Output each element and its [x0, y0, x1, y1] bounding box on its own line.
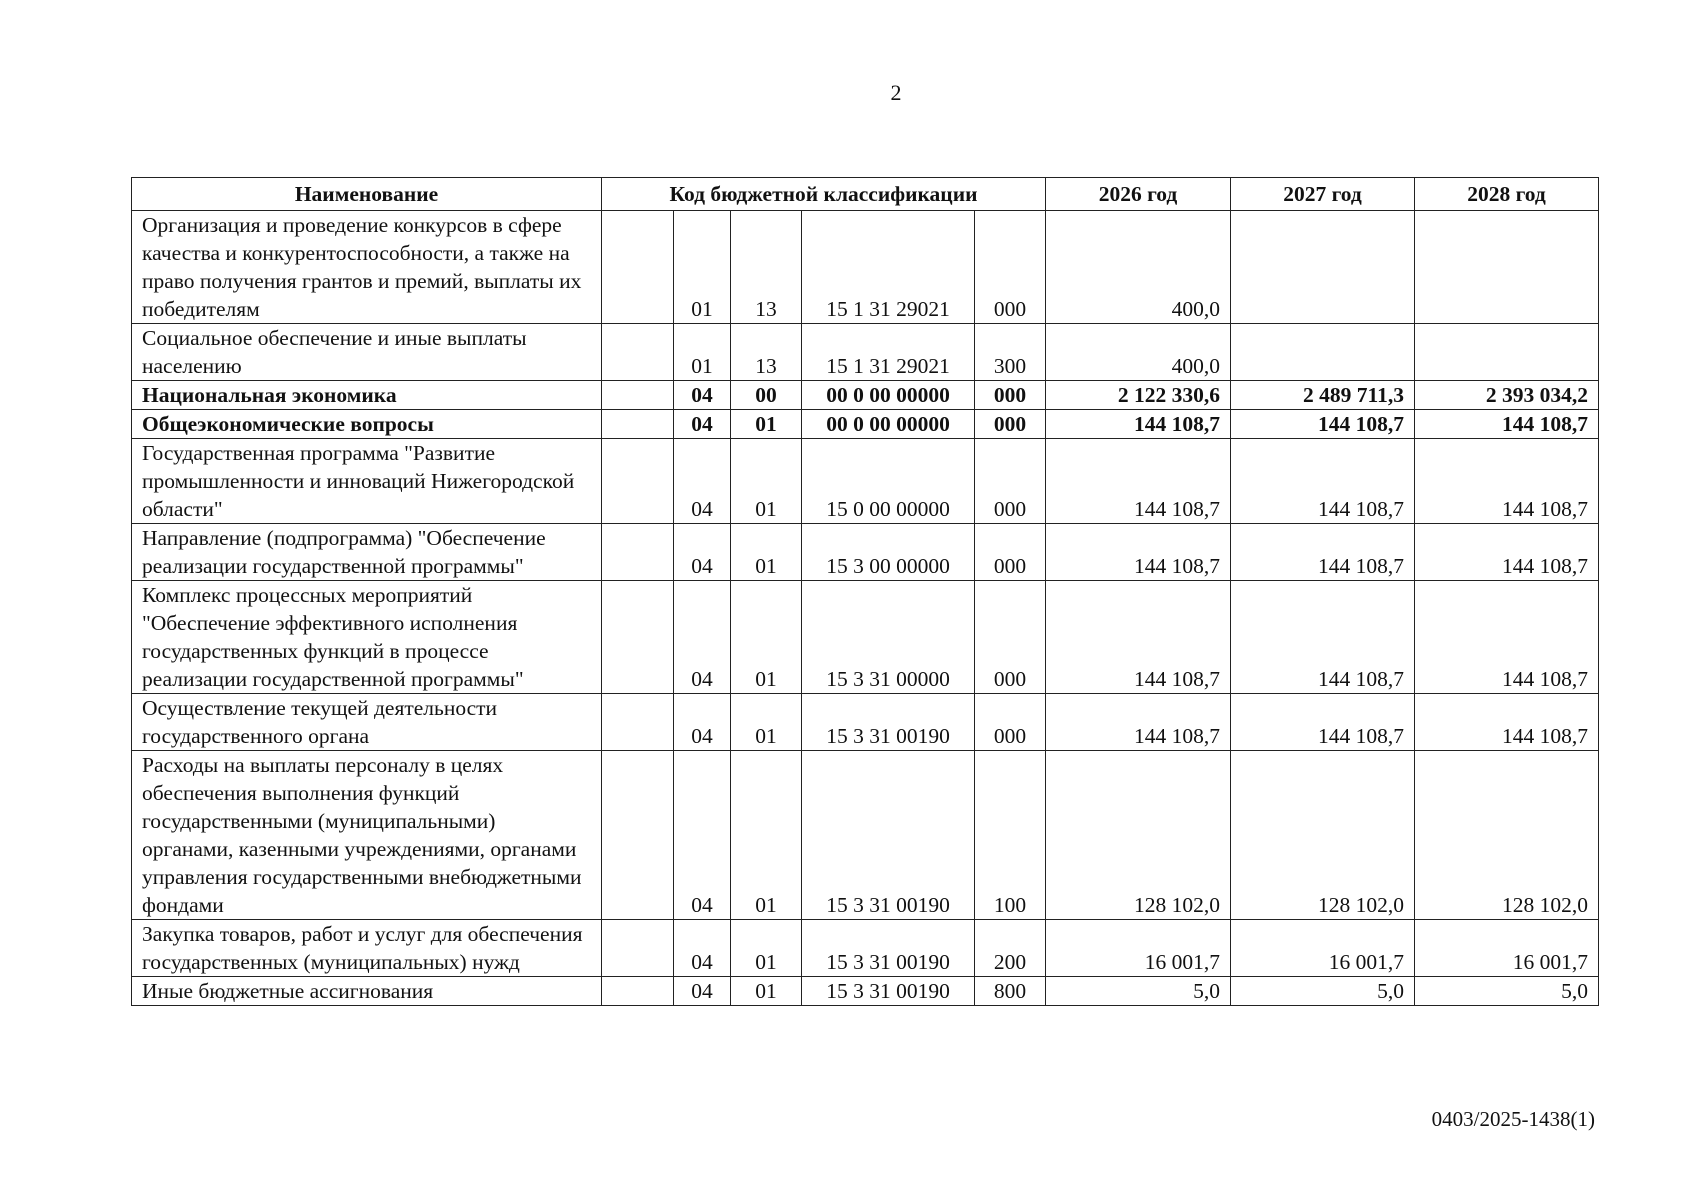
row-blank-cell	[602, 694, 674, 751]
row-amount-2027: 128 102,0	[1231, 751, 1415, 920]
row-target-article: 15 1 31 29021	[802, 324, 975, 381]
table-row	[132, 977, 1599, 1006]
row-blank-cell	[602, 410, 674, 439]
row-subsection: 00	[731, 381, 802, 410]
row-section: 04	[674, 694, 731, 751]
header-name: Наименование	[132, 178, 602, 211]
row-amount-2028: 16 001,7	[1415, 920, 1599, 977]
row-target-article: 00 0 00 00000	[802, 381, 975, 410]
row-blank-cell	[602, 920, 674, 977]
row-amount-2028: 128 102,0	[1415, 751, 1599, 920]
table-row	[132, 324, 1599, 381]
row-expense-type: 200	[975, 920, 1046, 977]
row-section: 04	[674, 581, 731, 694]
row-name: Комплекс процессных мероприятий "Обеспечение эффективного исполнения государственных функций в процессе реализации государственной программы"	[132, 581, 602, 694]
row-target-article: 15 1 31 29021	[802, 211, 975, 324]
row-expense-type: 000	[975, 524, 1046, 581]
row-blank-cell	[602, 381, 674, 410]
row-subsection: 01	[731, 439, 802, 524]
row-name: Организация и проведение конкурсов в сфере качества и конкурентоспособности, а также на право получения грантов и премий, выплаты их победителям	[132, 211, 602, 324]
row-blank-cell	[602, 211, 674, 324]
row-expense-type: 000	[975, 581, 1046, 694]
row-amount-2028: 144 108,7	[1415, 410, 1599, 439]
row-target-article: 00 0 00 00000	[802, 410, 975, 439]
row-amount-2026: 144 108,7	[1046, 524, 1231, 581]
row-subsection: 01	[731, 977, 802, 1006]
row-target-article: 15 3 31 00190	[802, 694, 975, 751]
row-name: Осуществление текущей деятельности государственного органа	[132, 694, 602, 751]
row-amount-2026: 144 108,7	[1046, 439, 1231, 524]
row-target-article: 15 3 31 00000	[802, 581, 975, 694]
row-name: Расходы на выплаты персоналу в целях обеспечения выполнения функций государственными (муниципальными) органами, казенными учреждениями, органами управления государственными внебюджетными фондами	[132, 751, 602, 920]
row-amount-2028: 144 108,7	[1415, 694, 1599, 751]
table-row	[132, 439, 1599, 524]
table-row	[132, 694, 1599, 751]
row-blank-cell	[602, 977, 674, 1006]
row-expense-type: 000	[975, 694, 1046, 751]
row-section: 01	[674, 324, 731, 381]
row-section: 04	[674, 977, 731, 1006]
row-section: 04	[674, 410, 731, 439]
row-name: Направление (подпрограмма) "Обеспечение реализации государственной программы"	[132, 524, 602, 581]
row-name: Иные бюджетные ассигнования	[132, 977, 602, 1006]
row-amount-2027	[1231, 211, 1415, 324]
row-amount-2026: 400,0	[1046, 324, 1231, 381]
table-row	[132, 920, 1599, 977]
row-amount-2028	[1415, 324, 1599, 381]
page-number: 2	[890, 80, 902, 105]
row-amount-2028: 144 108,7	[1415, 524, 1599, 581]
table-header-row	[132, 178, 1599, 211]
row-subsection: 13	[731, 324, 802, 381]
row-target-article: 15 3 31 00190	[802, 920, 975, 977]
row-section: 01	[674, 211, 731, 324]
row-expense-type: 800	[975, 977, 1046, 1006]
row-section: 04	[674, 439, 731, 524]
row-name: Закупка товаров, работ и услуг для обеспечения государственных (муниципальных) нужд	[132, 920, 602, 977]
row-subsection: 01	[731, 581, 802, 694]
row-target-article: 15 3 00 00000	[802, 524, 975, 581]
row-amount-2027: 144 108,7	[1231, 410, 1415, 439]
row-amount-2026: 400,0	[1046, 211, 1231, 324]
row-section: 04	[674, 920, 731, 977]
row-section: 04	[674, 381, 731, 410]
row-amount-2028: 5,0	[1415, 977, 1599, 1006]
row-amount-2027: 144 108,7	[1231, 439, 1415, 524]
row-amount-2027: 144 108,7	[1231, 524, 1415, 581]
row-amount-2028: 144 108,7	[1415, 581, 1599, 694]
row-amount-2026: 144 108,7	[1046, 581, 1231, 694]
row-expense-type: 000	[975, 381, 1046, 410]
row-blank-cell	[602, 324, 674, 381]
row-subsection: 01	[731, 751, 802, 920]
row-target-article: 15 0 00 00000	[802, 439, 975, 524]
row-expense-type: 000	[975, 211, 1046, 324]
row-target-article: 15 3 31 00190	[802, 977, 975, 1006]
row-name: Национальная экономика	[132, 381, 602, 410]
row-amount-2027: 2 489 711,3	[1231, 381, 1415, 410]
row-amount-2027: 5,0	[1231, 977, 1415, 1006]
row-amount-2028: 144 108,7	[1415, 439, 1599, 524]
table-row	[132, 410, 1599, 439]
header-2028: 2028 год	[1415, 178, 1599, 211]
header-code: Код бюджетной классификации	[602, 178, 1046, 211]
row-subsection: 01	[731, 920, 802, 977]
row-name: Государственная программа "Развитие промышленности и инноваций Нижегородской области"	[132, 439, 602, 524]
row-amount-2028	[1415, 211, 1599, 324]
row-expense-type: 000	[975, 439, 1046, 524]
row-blank-cell	[602, 581, 674, 694]
row-expense-type: 000	[975, 410, 1046, 439]
row-name: Социальное обеспечение и иные выплаты населению	[132, 324, 602, 381]
document-registration-code: 0403/2025-1438(1)	[1431, 1107, 1595, 1131]
row-amount-2026: 5,0	[1046, 977, 1231, 1006]
table-row	[132, 381, 1599, 410]
row-target-article: 15 3 31 00190	[802, 751, 975, 920]
row-amount-2027: 144 108,7	[1231, 581, 1415, 694]
table-row	[132, 524, 1599, 581]
row-amount-2028: 2 393 034,2	[1415, 381, 1599, 410]
header-2027: 2027 год	[1231, 178, 1415, 211]
header-2026: 2026 год	[1046, 178, 1231, 211]
row-subsection: 01	[731, 524, 802, 581]
row-subsection: 01	[731, 410, 802, 439]
row-amount-2026: 2 122 330,6	[1046, 381, 1231, 410]
row-name: Общеэкономические вопросы	[132, 410, 602, 439]
row-expense-type: 300	[975, 324, 1046, 381]
row-blank-cell	[602, 751, 674, 920]
row-amount-2027	[1231, 324, 1415, 381]
row-subsection: 13	[731, 211, 802, 324]
row-amount-2027: 144 108,7	[1231, 694, 1415, 751]
row-amount-2026: 16 001,7	[1046, 920, 1231, 977]
row-amount-2026: 128 102,0	[1046, 751, 1231, 920]
row-amount-2027: 16 001,7	[1231, 920, 1415, 977]
row-amount-2026: 144 108,7	[1046, 410, 1231, 439]
row-subsection: 01	[731, 694, 802, 751]
budget-table	[131, 177, 1599, 1006]
table-row	[132, 581, 1599, 694]
row-blank-cell	[602, 524, 674, 581]
table-row	[132, 751, 1599, 920]
row-expense-type: 100	[975, 751, 1046, 920]
table-row	[132, 211, 1599, 324]
row-section: 04	[674, 524, 731, 581]
row-section: 04	[674, 751, 731, 920]
row-amount-2026: 144 108,7	[1046, 694, 1231, 751]
row-blank-cell	[602, 439, 674, 524]
